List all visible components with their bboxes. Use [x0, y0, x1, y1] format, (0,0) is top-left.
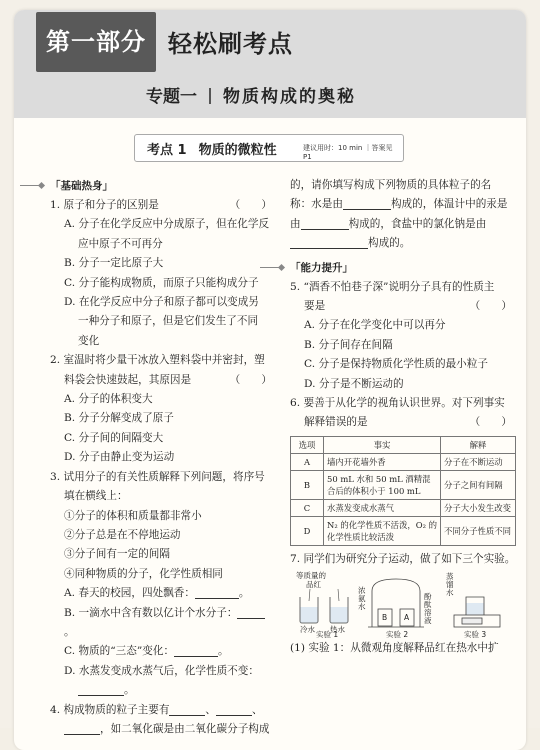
knowledge-point-name: 物质的微粒性 — [198, 143, 277, 158]
figure-label: 实验 1 — [316, 630, 339, 640]
answer-blank[interactable] — [169, 702, 205, 716]
figure-label: 实验 3 — [464, 630, 487, 640]
figure-label: A — [404, 613, 410, 623]
option-d: D. 在化学反应中分子和原子都可以变成另 — [64, 296, 259, 309]
blank-a: A. 春天的校园，四处飘香： 。 — [64, 587, 250, 600]
option-c: C. 分子是保持物质化学性质的最小粒子 — [304, 358, 488, 371]
table-cell: 分子在不断运动 — [441, 453, 516, 470]
section-marker — [20, 185, 42, 186]
table-header-row — [291, 436, 516, 453]
blank-c: C. 物质的“三态”变化： 。 — [64, 645, 229, 658]
part-title: 轻松刷考点 — [168, 30, 293, 58]
table-cell: C — [291, 499, 324, 516]
left-column — [50, 176, 276, 739]
table-cell: 50 mL 水和 50 mL 酒精混合后的体积小于 100 mL — [324, 470, 441, 499]
workbook-page — [14, 10, 526, 750]
experiment-drawing — [290, 571, 516, 640]
figure-label: 等质量的 — [296, 571, 326, 581]
question-4-cont: 的，请你填写构成下列物质的具体粒子的名 称：水是由 构成的，体温计中的汞是 由 构成的，食盐中的氯化钠是由 构成的。 — [290, 179, 508, 250]
topic-name: 物质构成的奥秘 — [223, 87, 356, 107]
table-row — [291, 516, 516, 545]
answer-paren[interactable]: （ ） — [229, 199, 272, 211]
option-b: B. 分子一定比原子大 — [64, 257, 164, 270]
figure-label: 蒸馏水 — [446, 572, 454, 598]
option-b: B. 分子间存在间隔 — [304, 338, 393, 351]
figure-label: 冷水 — [300, 625, 315, 635]
knowledge-point-label: 考点 1 — [147, 143, 187, 158]
answer-blank[interactable] — [301, 216, 349, 230]
option-a: A. 分子的体积变大 — [64, 393, 153, 406]
option-a: A. 分子在化学反应中分成原子，但在化学反 — [64, 218, 270, 231]
table-cell: N₂ 的化学性质不活泼，O₂ 的化学性质比较活泼 — [324, 516, 441, 545]
figure-label: 品红 — [306, 580, 321, 590]
knowledge-point-meta: 建议用时：10 min ｜答案见 P1 — [303, 144, 393, 161]
statement-3: ③分子间有一定的间隔 — [64, 548, 170, 561]
answer-blank[interactable] — [174, 643, 218, 657]
table-cell: A — [291, 453, 324, 470]
bell-jar — [368, 579, 424, 627]
question-6: 6. 要善于从化学的视角认识世界。对下列事实 解释错误的是 （ ） 选项 事实 解释 A 墙内开花墙外香 分子在不断运动 B 50 mL 水和 50 mL 酒精混合后的体积小于 100 mL 分子之间有间隔 C 水蒸发变成水蒸气 分子大小发生改变 D N₂ 的化学性质不活泼，O₂ 的化学性质比较活泼 不同分子性质不同 — [290, 394, 516, 546]
right-column — [290, 176, 516, 659]
pointer-lines — [309, 589, 339, 601]
table-cell: 分子之间有间隔 — [441, 470, 516, 499]
figure-label: 浓氨水 — [358, 586, 366, 612]
answer-paren[interactable]: （ ） — [469, 416, 512, 429]
question-1: 1. 原子和分子的区别是 （ ） A. 分子在化学反应中分成原子，但在化学反 应中原子不可再分 B. 分子一定比原子大 C. 分子能构成物质，而原子只能构成分子 D. 在化学反应中分子和原子都可以变成另 一种分子和原子，但是它们发生了不同 变化 — [50, 196, 276, 351]
figure-label: 实验 2 — [386, 630, 409, 640]
question-3: 3. 试用分子的有关性质解释下列问题，将序号 填在横线上： ①分子的体积和质量都非常小 ②分子总是在不停地运动 ③分子间有一定的间隔 ④同种物质的分子，化学性质相同 A. 春天的校园，四处飘香： 。 B. 一滴水中含有数以亿计个水分子：。 C. 物质的“三态”变化： 。 D. 水蒸发变成水蒸气后，化学性质不变： 。 — [50, 468, 276, 701]
figure-label: B — [382, 613, 388, 623]
figure-label: 酚酞溶液 — [424, 592, 432, 626]
sub-question-1: (1) 实验 1：从微观角度解释品红在热水中扩 — [290, 642, 499, 655]
section-heading-basic: 「基础热身」 — [50, 176, 276, 196]
answer-blank[interactable] — [216, 702, 252, 716]
option-d-cont: 一种分子和原子，但是它们发生了不同 — [78, 315, 259, 328]
table-cell: 墙内开花墙外香 — [324, 453, 441, 470]
facts-table — [290, 436, 516, 546]
table-row — [291, 499, 516, 516]
table-cell: 不同分子性质不同 — [441, 516, 516, 545]
answer-blank[interactable] — [290, 235, 368, 249]
option-c: C. 分子能构成物质，而原子只能构成分子 — [64, 276, 259, 289]
knowledge-point-title — [147, 139, 289, 158]
table-cell: D — [291, 516, 324, 545]
statement-4: ④同种物质的分子，化学性质相同 — [64, 567, 223, 580]
topic-label: 专题一 — [146, 87, 197, 107]
statement-2: ②分子总是在不停地运动 — [64, 528, 181, 541]
question-7: 7. 同学们为研究分子运动，做了如下三个实验。 等质量的 品红 冷水 热水 实验 1 浓氨水 酚酞溶液 B A 实验 2 蒸馏水 实验 3 (1) 实验 1：从微观角度解释品红在热水中扩 — [290, 550, 516, 659]
page-header — [14, 10, 526, 118]
section-heading-advanced: 「能力提升」 — [290, 258, 516, 278]
blank-d-line: 。 — [50, 681, 276, 700]
option-d: D. 分子由静止变为运动 — [64, 451, 175, 464]
topic-heading — [146, 82, 356, 107]
option-a-cont: 应中原子不可再分 — [78, 237, 163, 250]
answer-blank[interactable] — [237, 605, 265, 619]
blank-d: D. 水蒸发变成水蒸气后，化学性质不变： — [64, 664, 259, 677]
question-2: 2. 室温时将少量干冰放入塑料袋中并密封，塑 料袋会快速鼓起，其原因是 （ ） A. 分子的体积变大 B. 分子分解变成了原子 C. 分子间的间隔变大 D. 分子由静止变为运动 — [50, 351, 276, 467]
table-cell: B — [291, 470, 324, 499]
topic-divider — [209, 88, 211, 104]
scale-apparatus — [454, 597, 500, 627]
table-header: 解释 — [441, 436, 516, 453]
experiment-figure — [290, 571, 516, 640]
table-header: 选项 — [291, 436, 324, 453]
answer-blank[interactable] — [195, 585, 239, 599]
option-b: B. 分子分解变成了原子 — [64, 412, 174, 425]
answer-blank[interactable] — [343, 196, 391, 210]
table-row — [291, 453, 516, 470]
figure-label: 热水 — [330, 625, 345, 635]
question-4: 4. 构成物质的粒子主要有 、 、 ，如二氧化碳是由二氧化碳分子构成 — [50, 703, 270, 735]
knowledge-point-box — [134, 134, 404, 162]
table-header: 事实 — [324, 436, 441, 453]
table-cell: 水蒸发变成水蒸气 — [324, 499, 441, 516]
option-c: C. 分子间的间隔变大 — [64, 431, 164, 444]
question-5: 5. “酒香不怕巷子深”说明分子具有的性质主 要是 （ ） A. 分子在化学变化中可以再分 B. 分子间存在间隔 C. 分子是保持物质化学性质的最小粒子 D. 分子是不断运动的 — [290, 278, 516, 394]
statement-1: ①分子的体积和质量都非常小 — [64, 509, 202, 522]
option-a: A. 分子在化学变化中可以再分 — [304, 319, 446, 332]
answer-paren[interactable]: （ ） — [469, 300, 512, 313]
answer-paren[interactable]: （ ） — [229, 373, 272, 386]
table-cell: 分子大小发生改变 — [441, 499, 516, 516]
blank-b: B. 一滴水中含有数以亿计个水分子：。 — [50, 604, 276, 643]
option-d-cont: 变化 — [78, 334, 100, 347]
section-marker — [260, 267, 282, 268]
table-row — [291, 470, 516, 499]
part-badge: 第一部分 — [36, 12, 156, 72]
answer-blank[interactable] — [78, 682, 124, 696]
option-d: D. 分子是不断运动的 — [304, 377, 404, 390]
